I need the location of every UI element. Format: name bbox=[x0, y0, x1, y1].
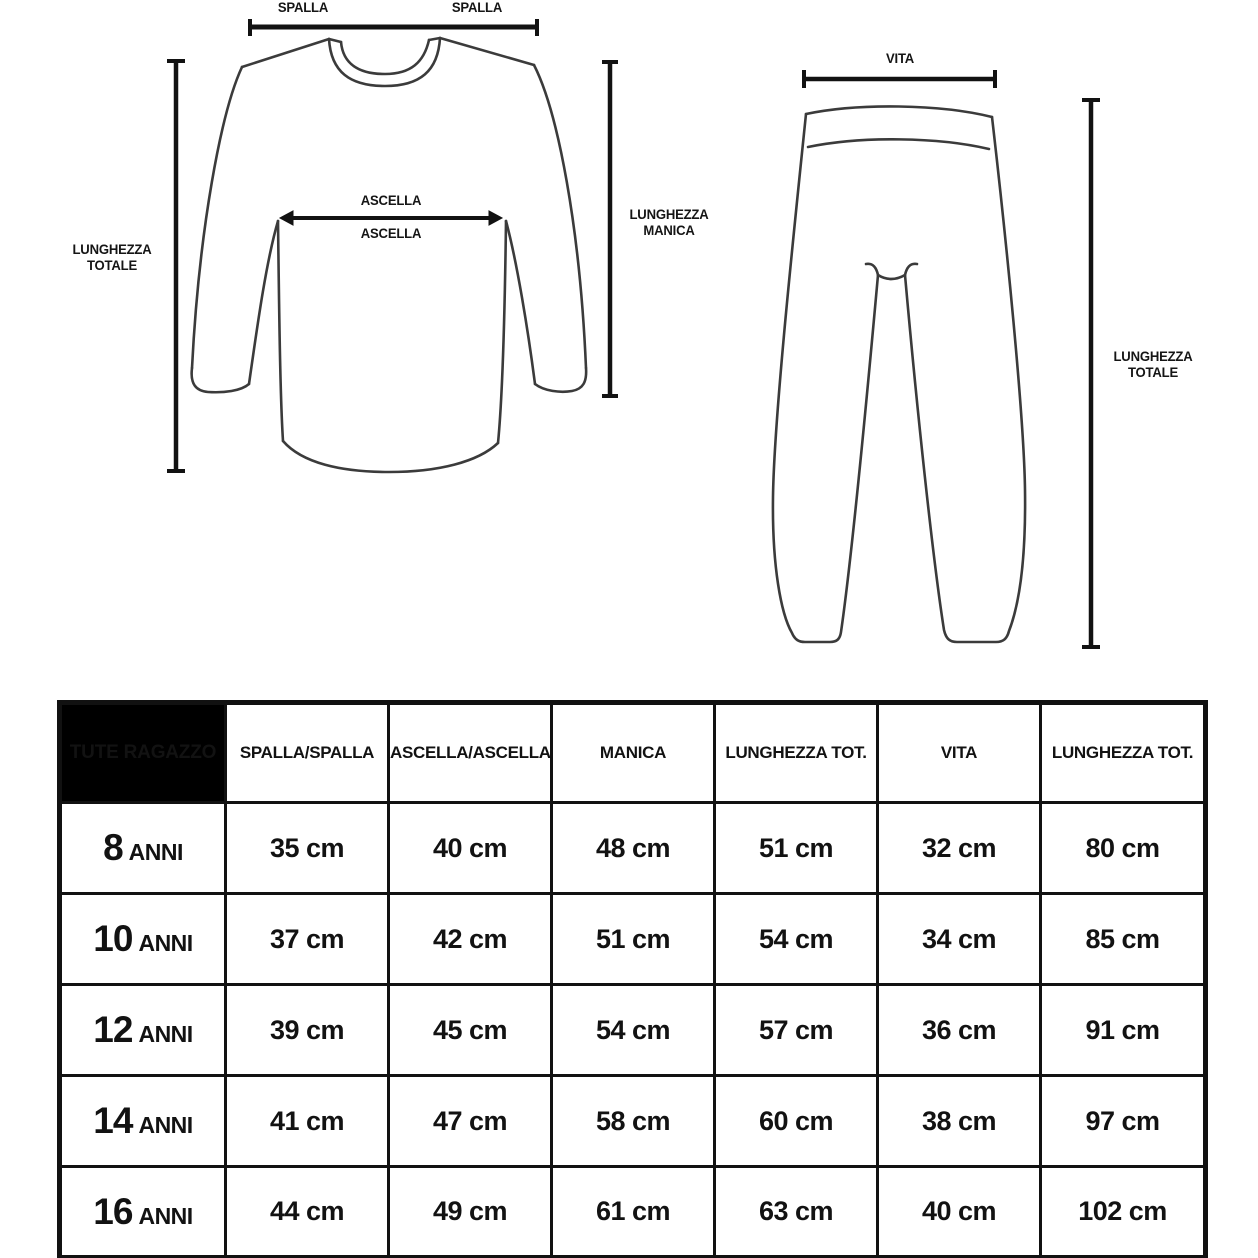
pants-total-length-line2: TOTALE bbox=[1127, 365, 1179, 381]
cuff-left bbox=[192, 368, 249, 392]
shoulder-left bbox=[242, 39, 329, 67]
measurement-cell: 42 cm bbox=[389, 894, 552, 985]
table-row bbox=[60, 894, 1206, 985]
pants-waist-label: VITA bbox=[885, 51, 915, 66]
measurement-lines bbox=[167, 19, 1100, 647]
measurement-cell: 51 cm bbox=[715, 803, 878, 894]
measurement-cell: 32 cm bbox=[878, 803, 1041, 894]
sleeve-right-inner bbox=[506, 221, 535, 384]
pants-total-length-line1: LUNGHEZZA bbox=[1113, 349, 1193, 364]
size-table-body bbox=[60, 803, 1206, 1258]
column-header-vita: VITA bbox=[878, 703, 1041, 803]
age-unit: ANNI bbox=[138, 1202, 193, 1229]
measurement-cell: 49 cm bbox=[389, 1167, 552, 1258]
size-label-cell bbox=[60, 1076, 226, 1167]
table-row bbox=[60, 985, 1206, 1076]
age-number: 14 bbox=[93, 1100, 133, 1141]
measurement-cell: 45 cm bbox=[389, 985, 552, 1076]
sleeve-right-outer bbox=[534, 65, 586, 368]
size-label-cell bbox=[60, 803, 226, 894]
shirt-total-length-line1: LUNGHEZZA bbox=[72, 242, 152, 257]
shirt-total-length-label bbox=[72, 242, 151, 274]
age-unit: ANNI bbox=[138, 930, 193, 956]
pants-drawing bbox=[773, 106, 1025, 642]
measurement-cell: 51 cm bbox=[552, 894, 715, 985]
pants-right-leg bbox=[905, 117, 1025, 642]
measurement-cell: 48 cm bbox=[552, 803, 715, 894]
table-row bbox=[60, 1167, 1206, 1258]
pants-left-leg bbox=[773, 114, 878, 642]
measurement-cell: 37 cm bbox=[226, 894, 389, 985]
shirt-shoulder-label-right: SPALLA bbox=[451, 0, 503, 15]
measurement-cell: 58 cm bbox=[552, 1076, 715, 1167]
waistband-bottom bbox=[808, 139, 989, 149]
measurement-cell: 80 cm bbox=[1041, 803, 1206, 894]
measurement-cell: 57 cm bbox=[715, 985, 878, 1076]
measurement-cell: 54 cm bbox=[715, 894, 878, 985]
age-unit: ANNI bbox=[128, 839, 183, 865]
measurement-cell: 54 cm bbox=[552, 985, 715, 1076]
size-table-header bbox=[60, 703, 1206, 803]
size-label-cell bbox=[60, 1167, 226, 1258]
crotch-seam bbox=[878, 275, 905, 279]
age-number: 12 bbox=[93, 1009, 133, 1050]
sleeve-left-outer bbox=[192, 67, 242, 368]
chest-arrow-right bbox=[489, 211, 502, 225]
measurement-cell: 60 cm bbox=[715, 1076, 878, 1167]
measurement-cell: 44 cm bbox=[226, 1167, 389, 1258]
collar-inner bbox=[341, 40, 429, 74]
header-row bbox=[60, 703, 1206, 803]
measurement-cell: 41 cm bbox=[226, 1076, 389, 1167]
shirt-sleeve-length-line1: LUNGHEZZA bbox=[629, 207, 709, 222]
age-number: 10 bbox=[93, 918, 133, 959]
column-header-manica: MANICA bbox=[552, 703, 715, 803]
shirt-chest-label-top: ASCELLA bbox=[360, 193, 422, 208]
measurement-cell: 34 cm bbox=[878, 894, 1041, 985]
measurement-cell: 40 cm bbox=[878, 1167, 1041, 1258]
age-number: 16 bbox=[93, 1190, 133, 1232]
shirt-total-length-line2: TOTALE bbox=[86, 258, 138, 274]
measurement-cell: 40 cm bbox=[389, 803, 552, 894]
measurement-cell: 97 cm bbox=[1041, 1076, 1206, 1167]
measurement-cell: 47 cm bbox=[389, 1076, 552, 1167]
crotch-hook-left bbox=[866, 264, 878, 275]
measurement-cell: 63 cm bbox=[715, 1167, 878, 1258]
collar-stub-left bbox=[329, 39, 341, 42]
shirt-chest-label-bottom: ASCELLA bbox=[360, 226, 422, 241]
column-header-spalla: SPALLA/SPALLA bbox=[226, 703, 389, 803]
shoulder-right bbox=[440, 38, 534, 65]
column-header-ascella: ASCELLA/ASCELLA bbox=[389, 703, 552, 803]
table-row bbox=[60, 803, 1206, 894]
hem-curve bbox=[283, 441, 498, 472]
cuff-right bbox=[535, 368, 586, 392]
age-unit: ANNI bbox=[138, 1112, 193, 1138]
body-right bbox=[498, 221, 506, 443]
shirt-sleeve-length-label bbox=[629, 207, 708, 239]
measurement-cell: 85 cm bbox=[1041, 894, 1206, 985]
size-label-cell bbox=[60, 985, 226, 1076]
sleeve-left-inner bbox=[249, 221, 278, 384]
age-unit: ANNI bbox=[138, 1021, 193, 1047]
age-number: 8 bbox=[103, 827, 123, 868]
measurement-cell: 35 cm bbox=[226, 803, 389, 894]
table-row bbox=[60, 1076, 1206, 1167]
measurement-cell: 38 cm bbox=[878, 1076, 1041, 1167]
column-header-lunghezza-tot-pants: LUNGHEZZA TOT. bbox=[1041, 703, 1206, 803]
measurement-cell: 102 cm bbox=[1041, 1167, 1206, 1258]
corner-header-cell: TUTE RAGAZZO bbox=[60, 703, 226, 803]
body-left bbox=[278, 221, 283, 441]
sweatshirt-drawing bbox=[192, 38, 587, 472]
chest-arrow-left bbox=[280, 211, 293, 225]
size-table bbox=[57, 700, 1208, 1258]
measurement-cell: 36 cm bbox=[878, 985, 1041, 1076]
size-label-cell bbox=[60, 894, 226, 985]
collar-outer bbox=[329, 38, 440, 86]
column-header-lunghezza-tot: LUNGHEZZA TOT. bbox=[715, 703, 878, 803]
pants-total-length-label bbox=[1113, 349, 1192, 381]
shirt-shoulder-label-left: SPALLA bbox=[277, 0, 329, 15]
shirt-sleeve-length-line2: MANICA bbox=[643, 223, 695, 239]
waistband-top bbox=[806, 106, 992, 117]
measurement-cell: 91 cm bbox=[1041, 985, 1206, 1076]
measurement-cell: 61 cm bbox=[552, 1167, 715, 1258]
crotch-hook-right bbox=[905, 264, 917, 275]
collar-stub-right bbox=[429, 38, 440, 40]
measurement-cell: 39 cm bbox=[226, 985, 389, 1076]
